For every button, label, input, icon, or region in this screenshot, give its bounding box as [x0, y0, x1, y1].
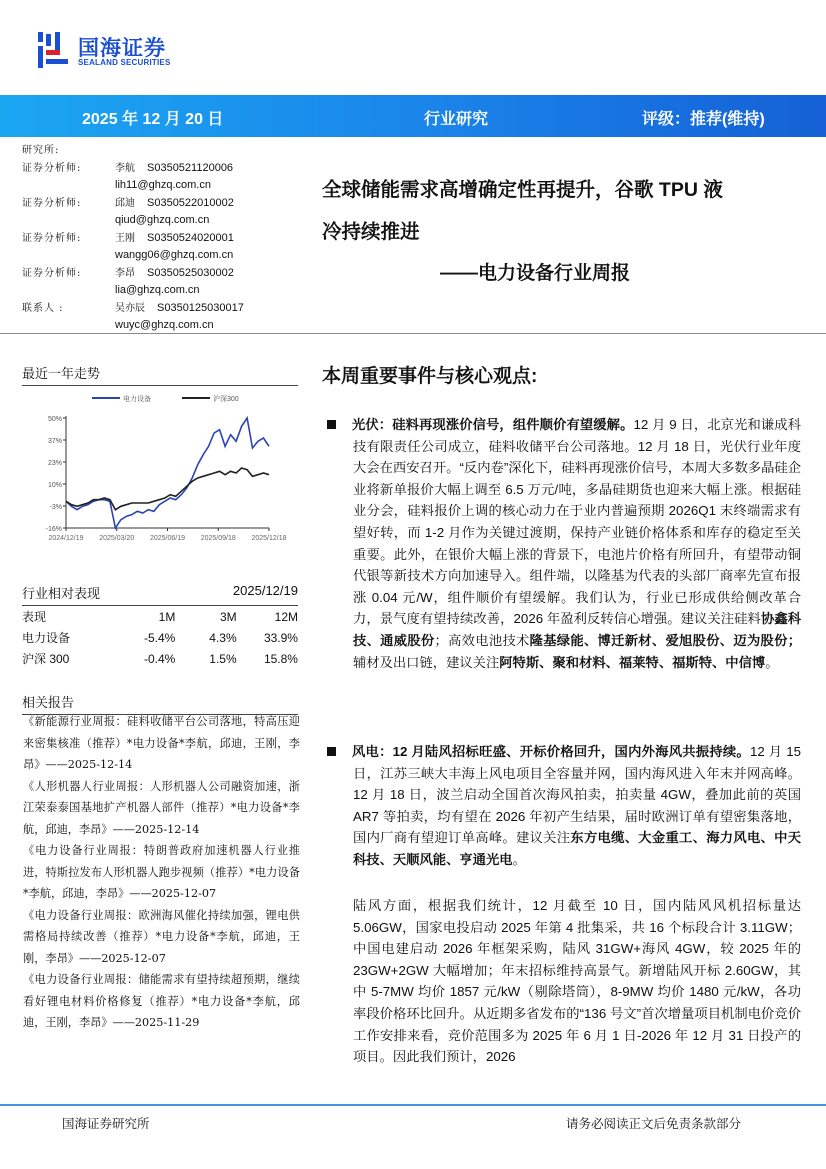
author-name: 李航	[115, 162, 135, 174]
related-report-item: 《电力设备行业周报：欧洲海风催化持续加强，锂电供需格局持续改善（推荐）*电力设备*李航，邱迪，王刚，李昂》——2025-12-07	[23, 908, 300, 965]
related-report-item: 《电力设备行业周报：特朗普政府加速机器人行业推进，特斯拉发布人形机器人跑步视频（推荐）*电力设备*李航，邱迪，李昂》——2025-12-07	[23, 844, 300, 900]
company-logo	[38, 32, 208, 70]
series-line-csi300	[66, 468, 269, 510]
bold-text: 阿特斯、聚和材料、福莱特、福斯特、中信博	[499, 654, 766, 670]
author-email: qiud@ghzq.com.cn	[115, 214, 210, 226]
author-role: 证券分析师:	[22, 232, 82, 244]
y-tick-label: 23%	[47, 460, 62, 467]
body-text: 。	[512, 851, 526, 867]
author-email-row	[22, 247, 302, 265]
author-license: S0350524020001	[147, 231, 234, 244]
author-role: 证券分析师:	[22, 197, 82, 209]
author-name: 李昂	[115, 267, 135, 279]
bold-text: 风电：12 月陆风招标旺盛、开标价格回升，国内外海风共振持续。	[352, 744, 750, 759]
author-email: wangg06@ghzq.com.cn	[115, 249, 234, 261]
author-row	[22, 300, 302, 318]
body-paragraph	[353, 741, 801, 871]
legend-label: 沪深300	[213, 396, 239, 403]
logo-en-text: SEALAND SECURITIES	[78, 58, 171, 67]
logo-cn-text: 国海证券	[78, 37, 166, 60]
performance-cell: 33.9%	[263, 630, 298, 645]
performance-table	[22, 583, 298, 669]
body-text: 辅材及出口链，建议关注	[353, 654, 500, 670]
title-line-1: 全球储能需求高增确定性再提升，谷歌 TPU 液	[322, 179, 723, 201]
title-line-2: 冷持续推进	[322, 221, 420, 243]
author-email: lia@ghzq.com.cn	[115, 284, 200, 296]
body-text: ；高效电池技术	[434, 632, 530, 648]
author-email-row	[22, 177, 302, 195]
report-date: 2025 年 12 月 20 日	[82, 111, 224, 128]
performance-row	[22, 627, 298, 648]
reports-heading: 相关报告	[22, 692, 298, 715]
y-tick-label: -16%	[45, 526, 62, 533]
x-tick-label: 2025/03/20	[99, 535, 135, 542]
author-row	[22, 160, 302, 178]
author-email: wuyc@ghzq.com.cn	[115, 319, 214, 331]
author-name-id	[115, 265, 234, 283]
author-role: 证券分析师:	[22, 162, 82, 174]
y-tick-label: 10%	[47, 482, 62, 489]
x-tick-label: 2025/06/19	[149, 535, 186, 542]
author-row	[22, 230, 302, 248]
series-line-power-equipment	[66, 418, 269, 528]
legend-label: 电力设备	[123, 396, 151, 403]
author-license: S0350525030002	[147, 266, 234, 279]
author-email-row	[22, 282, 302, 300]
bold-text: 协鑫科技、通威股份	[353, 611, 802, 648]
bold-text: 光伏：硅料再现涨价信号，组件顺价有望缓解。	[352, 417, 634, 432]
report-category: 行业研究	[424, 111, 489, 128]
sealand-logo-icon	[38, 32, 68, 68]
body-paragraph	[353, 895, 801, 1068]
related-report-item: 《电力设备行业周报：储能需求有望持续超预期，继续看好锂电材料价格修复（推荐）*电力设备*李航，邱迪，王刚，李昂》——2025-11-29	[23, 973, 300, 1029]
trend-chart	[22, 388, 302, 548]
related-report-item: 《新能源行业周报：硅料收储平台公司落地，特高压迎来密集核准（推荐）*电力设备*李航，邱迪，王刚，李昂》——2025-12-14	[23, 715, 300, 771]
performance-cell: 沪深 300	[22, 652, 70, 666]
author-row	[22, 265, 302, 283]
performance-cell: 15.8%	[263, 651, 298, 666]
author-name: 王刚	[115, 232, 135, 244]
author-email: lih11@ghzq.com.cn	[115, 179, 211, 191]
author-name-id	[115, 195, 234, 213]
author-row	[22, 195, 302, 213]
main-heading: 本周重要事件与核心观点:	[322, 366, 538, 387]
bullet-icon	[327, 420, 336, 429]
performance-cell: 电力设备	[22, 631, 71, 645]
author-license: S0350522010002	[147, 196, 234, 209]
footer-right: 请务必阅读正文后免责条款部分	[566, 1117, 742, 1131]
bold-text: 隆基绿能、博迁新材、爱旭股份、迈为股份；	[529, 632, 802, 648]
author-license: S0350125030017	[157, 301, 244, 314]
x-tick-label: 2024/12/19	[48, 535, 84, 542]
author-license: S0350521120006	[147, 161, 234, 174]
author-role: 联系人 :	[22, 302, 64, 314]
author-name-id	[115, 230, 234, 248]
performance-cell: -0.4%	[143, 651, 176, 666]
body-text: 。	[765, 654, 779, 670]
related-reports-list	[22, 711, 300, 1034]
y-tick-label: -3%	[49, 504, 62, 511]
performance-date: 2025/12/19	[232, 583, 298, 598]
rating: 评级：推荐(维持)	[642, 111, 765, 128]
header-band	[0, 95, 826, 137]
author-name: 吴亦辰	[115, 302, 145, 314]
x-tick-label: 2025/12/18	[251, 535, 287, 542]
author-name: 邱迪	[115, 197, 135, 209]
performance-cell: 1.5%	[209, 651, 237, 666]
author-email-row	[22, 317, 302, 335]
footer-left: 国海证券研究所	[62, 1117, 150, 1131]
divider	[0, 333, 826, 334]
author-role: 证券分析师:	[22, 267, 82, 279]
author-block	[22, 142, 302, 335]
report-title	[322, 169, 792, 253]
performance-header-row	[22, 606, 298, 627]
bold-text: 东方电缆、大金重工、海力风电、中天科技、天顺风能、亨通光电	[353, 830, 802, 867]
footer-divider	[0, 1104, 826, 1106]
related-report-item: 《人形机器人行业周报：人形机器人公司融资加速，浙江荣泰泰国基地扩产机器人部件（推荐）*电力设备*李航，邱迪，李昂》——2025-12-14	[23, 779, 300, 836]
institute-label: 研究所:	[22, 145, 60, 156]
body-paragraph	[353, 414, 801, 673]
performance-row	[22, 648, 298, 669]
bullet-icon	[327, 747, 336, 756]
x-tick-label: 2025/09/18	[200, 535, 236, 542]
column-header: 12M	[274, 609, 298, 624]
author-email-row	[22, 212, 302, 230]
column-header: 1M	[158, 609, 176, 624]
author-name-id	[115, 160, 233, 178]
body-text: 12 月 15 日，江苏三峡大丰海上风电项目全容量并网，国内海风进入年末并网高峰。12 月 18 日，波兰启动全国首次海风拍卖，拍卖量 4GW，叠加此前的英国 AR7 等拍卖，均有望在 2026 年初产生结果，届时欧洲订单有望密集落地，国内厂商有望迎订单高峰。建议关注	[353, 744, 801, 846]
column-header: 表现	[22, 610, 47, 624]
performance-cell: -5.4%	[143, 630, 176, 645]
trend-heading: 最近一年走势	[22, 363, 298, 386]
performance-heading: 行业相对表现	[22, 586, 101, 601]
y-tick-label: 37%	[47, 438, 62, 445]
performance-cell: 4.3%	[209, 630, 237, 645]
body-text: 陆风方面，根据我们统计，12 月截至 10 日，国内陆风风机招标量达 5.06GW，国家电投启动 2025 年第 4 批集采，共 16 个标段合计 3.11GW；中国电建启动 2026 年框架采购，陆风 31GW+海风 4GW，较 2025 年的 23GW+2GW 大幅增加；年末招标维持高景气。新增陆风开标 2.60GW，其中 5-7MW 均价 1857 元/kW（剔除塔筒），8-9MW 均价 1480 元/kW，各功率段价格环比回升。从近期多省发布的“136 号文”首次增量项目机制电价竞价工作安排来看，竞价范围多为 2025 年 6 月 1 日-2026 年 12 月 31 日投产的项目。因此我们预计，2026	[353, 898, 801, 1065]
y-tick-label: 50%	[47, 416, 62, 423]
report-subtitle: ——电力设备行业周报	[440, 263, 631, 284]
author-name-id	[115, 300, 244, 318]
body-text: 12 月 9 日，北京光和谦成科技有限责任公司成立，硅料收储平台公司落地。12 月 18 日，光伏行业年度大会在西安召开。“反内卷”深化下，硅料再现涨价信号，本周大多数多晶硅企业将新单报价大幅上调至 6.5 万元/吨，多晶硅期货也迎来大幅上涨。根据硅业分会，硅料报价上调的核心动力在于业内普遍预期 2026Q1 末终端需求有望好转，而 1-2 月作为关键过渡期，保持产业链价格体系和库存的稳定至关重要。此外，在银价大幅上涨的背景下，电池片价格有所回升，有望带动铜代银等新技术方向加速导入。组件端，以隆基为代表的头部厂商率先宣布报涨 0.04 元/W，组件顺价有望缓解。我们认为，行业已形成供给侧改革合力，景气度有望持续改善，2026 年盈利反转信心增强。建议关注硅料	[353, 417, 801, 627]
column-header: 3M	[219, 609, 237, 624]
